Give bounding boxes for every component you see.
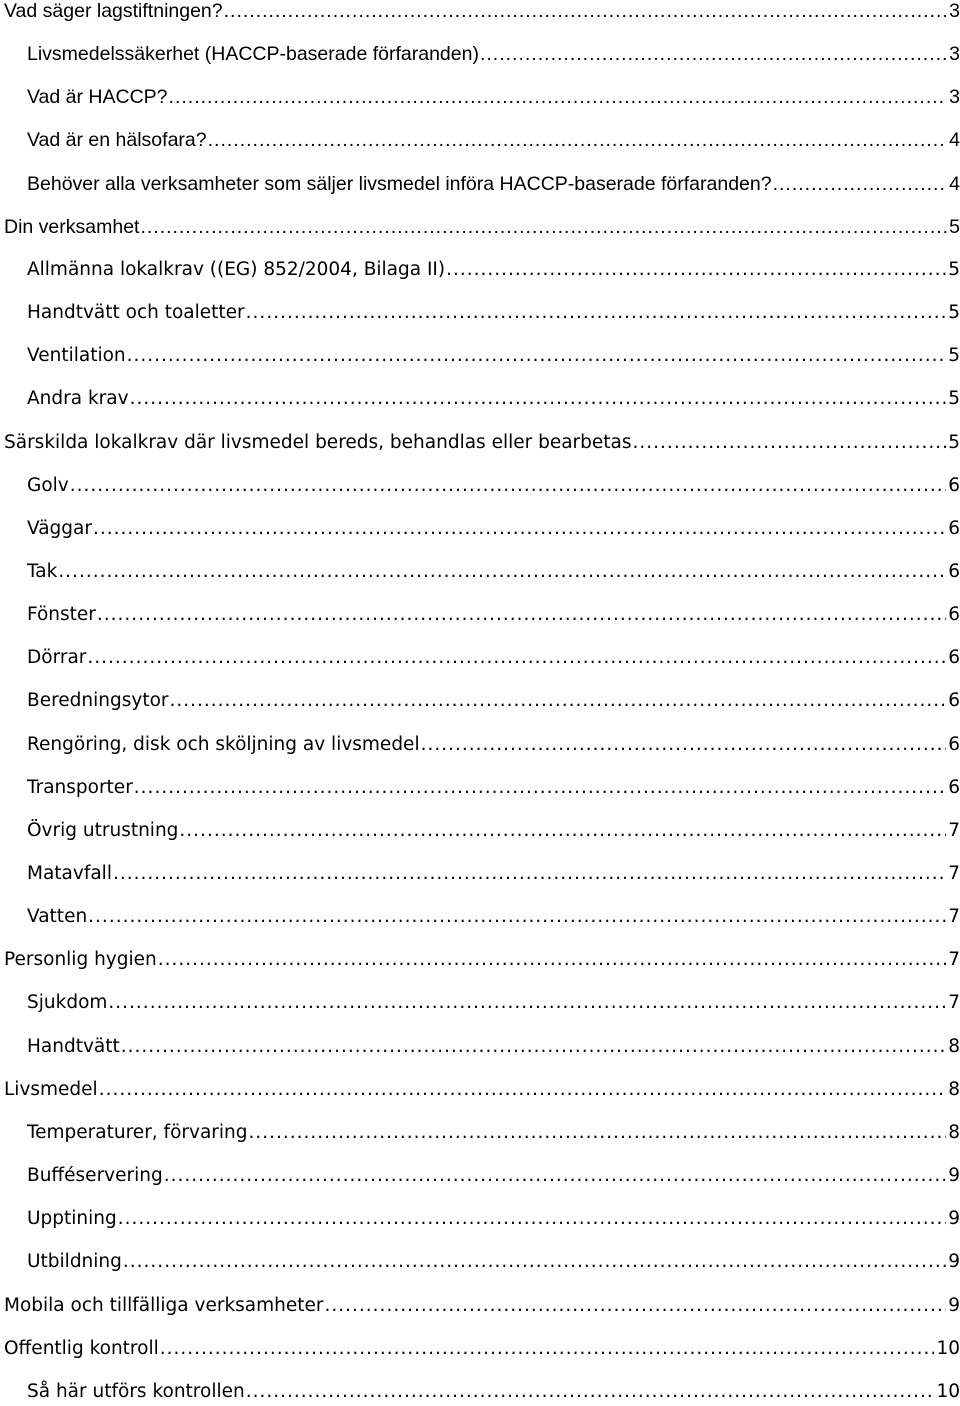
toc-dot-leader [99,1076,947,1104]
toc-dot-leader [113,860,946,888]
toc-entry-page-number: 6 [948,647,960,669]
toc-entry-page-number: 9 [948,1165,960,1187]
toc-entry-page-number: 9 [948,1251,960,1273]
toc-entry-page-number: 8 [948,1121,960,1143]
toc-dot-leader [87,644,946,672]
toc-dot-leader [249,1119,947,1147]
toc-entry-title: Bufféservering [27,1165,163,1187]
toc-entry-page-number: 3 [949,86,960,109]
toc-entry[interactable] [27,472,960,500]
toc-entry-title: Beredningsytor [27,690,169,712]
toc-entry[interactable] [27,817,960,845]
toc-dot-leader [160,1335,935,1363]
toc-entry[interactable] [27,515,960,543]
toc-dot-leader [421,731,947,759]
toc-entry[interactable] [27,601,960,629]
toc-entry-title: Handtvätt och toaletter [27,302,245,324]
toc-entry-page-number: 5 [948,302,960,324]
toc-entry-page-number: 3 [949,0,960,22]
toc-entry[interactable] [4,0,960,25]
toc-entry-title: Temperaturer, förvaring [27,1121,248,1143]
toc-entry-title: Tak [27,560,58,582]
toc-entry-title: Livsmedelssäkerhet (HACCP-baserade förfaranden) [27,43,479,66]
toc-entry-title: Handtvätt [27,1035,120,1057]
toc-dot-leader [325,1292,947,1320]
toc-entry-title: Vatten [27,906,88,928]
toc-dot-leader [88,903,946,931]
toc-entry-page-number: 7 [948,819,960,841]
toc-dot-leader [108,989,946,1017]
toc-entry-page-number: 8 [948,1035,960,1057]
toc-entry-page-number: 7 [948,906,960,928]
toc-entry-title: Andra krav [27,388,129,410]
toc-entry-title: Vad är en hälsofara? [27,129,207,152]
toc-entry-page-number: 5 [948,431,960,453]
toc-dot-leader [121,1033,946,1061]
toc-entry-page-number: 7 [948,949,960,971]
toc-entry[interactable] [27,989,960,1017]
toc-dot-leader [93,515,946,543]
toc-entry-page-number: 5 [949,215,960,238]
toc-entry-page-number: 4 [949,172,960,195]
toc-entry-page-number: 6 [948,560,960,582]
toc-entry[interactable] [27,170,960,198]
toc-entry[interactable] [27,903,960,931]
toc-entry[interactable] [27,687,960,715]
toc-entry[interactable] [27,1033,960,1061]
toc-entry-page-number: 5 [948,388,960,410]
toc-entry-title: Väggar [27,517,92,539]
toc-entry-title: Vad säger lagstiftningen? [4,0,223,22]
toc-dot-leader [127,342,947,370]
toc-entry-page-number: 10 [936,1337,960,1359]
toc-dot-leader [158,946,946,974]
toc-entry[interactable] [27,342,960,370]
toc-entry-page-number: 6 [948,474,960,496]
toc-dot-leader [773,170,948,198]
toc-entry[interactable] [27,40,960,68]
toc-entry[interactable] [27,558,960,586]
toc-entry[interactable] [4,946,960,974]
toc-entry-page-number: 6 [948,604,960,626]
toc-entry-page-number: 4 [949,129,960,152]
toc-entry-title: Golv [27,474,69,496]
toc-entry-title: Allmänna lokalkrav ((EG) 852/2004, Bilaga II) [27,258,446,280]
toc-entry-title: Upptining [27,1208,117,1230]
toc-dot-leader [170,687,947,715]
toc-entry[interactable] [27,774,960,802]
toc-dot-leader [208,126,948,154]
toc-dot-leader [97,601,946,629]
toc-entry[interactable] [27,731,960,759]
toc-entry-page-number: 8 [948,1078,960,1100]
toc-entry[interactable] [27,860,960,888]
toc-entry-title: Mobila och tillfälliga verksamheter [4,1294,324,1316]
toc-dot-leader [118,1205,946,1233]
toc-entry-title: Fönster [27,604,96,626]
toc-entry-page-number: 7 [948,992,960,1014]
toc-dot-leader [140,213,947,241]
toc-entry-title: Ventilation [27,345,126,367]
toc-entry-page-number: 5 [948,345,960,367]
toc-entry-title: Livsmedel [4,1078,98,1100]
toc-entry-title: Rengöring, disk och sköljning av livsmedel [27,733,420,755]
toc-entry-title: Personlig hygien [4,949,157,971]
toc-entry-page-number: 6 [948,776,960,798]
toc-entry[interactable] [27,126,960,154]
toc-entry[interactable] [27,83,960,111]
toc-dot-leader [480,40,947,68]
toc-dot-leader [169,83,948,111]
toc-entry-title: Sjukdom [27,992,108,1014]
toc-entry[interactable] [27,1119,960,1147]
toc-dot-leader [58,558,946,586]
toc-entry[interactable] [27,644,960,672]
toc-entry-title: Särskilda lokalkrav där livsmedel bereds, behandlas eller bearbetas [4,431,632,453]
toc-entry-page-number: 3 [949,43,960,66]
toc-entry[interactable] [27,1248,960,1276]
toc-dot-leader [70,472,946,500]
toc-entry-title: Din verksamhet [4,215,140,238]
toc-entry[interactable] [4,213,960,241]
toc-entry-page-number: 9 [948,1208,960,1230]
toc-dot-leader [246,299,947,327]
toc-entry-title: Så här utförs kontrollen [27,1380,245,1402]
toc-entry[interactable] [4,1335,960,1363]
toc-dot-leader [134,774,946,802]
toc-dot-leader [224,0,948,25]
toc-entry-page-number: 6 [948,733,960,755]
toc-entry-title: Vad är HACCP? [27,86,168,109]
toc-entry[interactable] [27,299,960,327]
toc-dot-leader [164,1162,947,1190]
toc-dot-leader [446,256,946,284]
toc-entry-title: Övrig utrustning [27,819,179,841]
toc-entry-title: Utbildning [27,1251,122,1273]
toc-entry[interactable] [27,1205,960,1233]
toc-entry-page-number: 10 [936,1380,960,1402]
toc-dot-leader [123,1248,946,1276]
toc-entry-title: Offentlig kontroll [4,1337,159,1359]
toc-entry-page-number: 9 [948,1294,960,1316]
toc-dot-leader [130,385,947,413]
toc-entry[interactable] [4,1292,960,1320]
toc-entry-title: Dörrar [27,647,87,669]
toc-entry[interactable] [27,1162,960,1190]
toc-entry[interactable] [4,1076,960,1104]
toc-entry-page-number: 6 [948,690,960,712]
toc-entry[interactable] [4,429,960,457]
toc-dot-leader [633,429,947,457]
toc-entry-page-number: 6 [948,517,960,539]
toc-entry-title: Matavfall [27,863,112,884]
toc-dot-leader [179,817,946,845]
toc-entry[interactable] [27,385,960,413]
toc-entry[interactable] [27,256,960,284]
toc-entry-title: Transporter [27,776,133,798]
toc-entry-title: Behöver alla verksamheter som säljer livsmedel införa HACCP-baserade förfaranden? [27,172,772,195]
toc-entry-page-number: 5 [948,258,960,280]
toc-entry-page-number: 7 [948,863,960,884]
